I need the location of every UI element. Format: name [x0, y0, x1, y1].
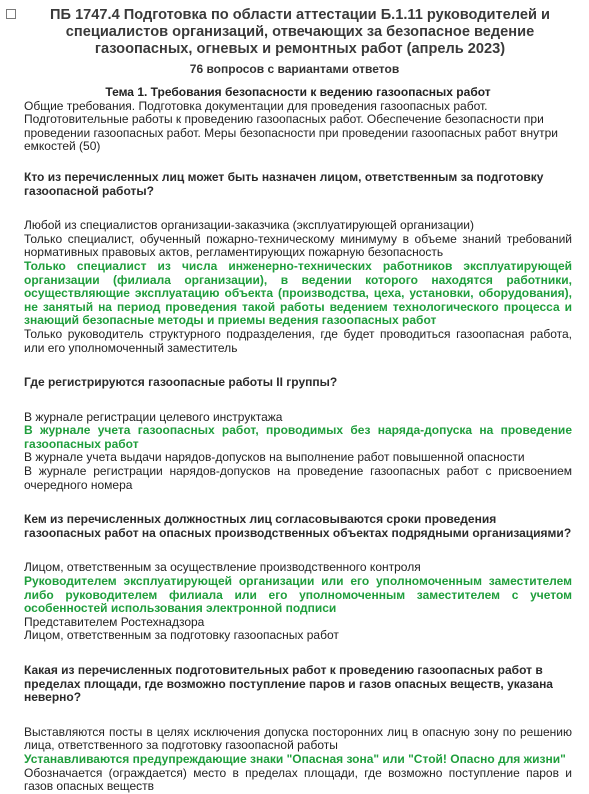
answer-option: Обозначается (ограждается) место в пределах площади, где возможно поступление паров и газов опасных веществ: [24, 765, 572, 794]
question-3: Кем из перечисленных должностных лиц согласовываются сроки проведения газоопасных работ на опасных производственных объектах подрядными организациями?: [24, 512, 572, 540]
document-subtitle: 76 вопросов с вариантами ответов: [189, 62, 400, 76]
correct-answer: Руководителем эксплуатирующей организации или его уполномоченным заместителем либо руководителем филиала или его уполномоченным заместителем с учетом особенностей использования электронной подписи: [24, 574, 572, 616]
topic-description: Общие требования. Подготовка документации для проведения газоопасных работ. Подготовительные работы к проведению газоопасных работ. Обеспечение безопасности при проведении газоопасных работ. Меры безопасности при проведении газоопасных работ внутри емкостей (50): [24, 98, 558, 154]
answer-option: Только специалист, обученный пожарно-техническому минимуму в объеме знаний требований нормативных правовых актов, регламентирующих пожарную безопасность: [24, 231, 572, 260]
document-content: [24, 86, 572, 794]
correct-answer: Только специалист из числа инженерно-технических работников эксплуатирующей организации (филиала организации), в ведении которого находятся работники, осуществляющие эксплуатацию объекта (производства, цеха, установки, оборудования), не занятый на период проведения такой работы ведением технологического процесса и знающий безопасные методы и приемы ведения газоопасных работ: [24, 258, 572, 328]
answer-list-2: [24, 411, 572, 493]
answer-option: Представителем Ростехнадзора: [24, 614, 205, 629]
answer-option: Только руководитель структурного подразделения, где будет проводиться газоопасная работа, или его уполномоченный заместитель: [24, 326, 572, 355]
answer-option: В журнале регистрации целевого инструктажа: [24, 409, 283, 424]
question-1: Кто из перечисленных лиц может быть назначен лицом, ответственным за подготовку газоопасной работы?: [24, 169, 544, 198]
answer-option: Выставляются посты в целях исключения допуска посторонних лиц в опасную зону по решению лица, ответственного за подготовку газоопасной работы: [24, 724, 572, 753]
question-4: Какая из перечисленных подготовительных работ к проведению газоопасных работ в пределах площади, где возможно поступление паров и газов опасных веществ, указана неверно?: [24, 663, 553, 705]
select-checkbox[interactable]: [6, 9, 16, 19]
answer-list-1: [24, 219, 572, 355]
answer-option: Лицом, ответственным за осуществление производственного контроля: [24, 560, 421, 575]
correct-answer: В журнале учета газоопасных работ, проводимых без наряда-допуска на проведение газоопасных работ: [24, 423, 572, 451]
answer-option: Лицом, ответственным за подготовку газоопасных работ: [24, 628, 339, 643]
answer-option: Любой из специалистов организации-заказчика (эксплуатирующей организации): [24, 218, 474, 233]
answer-list-4: [24, 726, 572, 794]
document-title: ПБ 1747.4 Подготовка по области аттестации Б.1.11 руководителей и специалистов организаций, отвечающих за безопасное ведение газоопасных, огневых и ремонтных работ (апрель 2023): [50, 7, 550, 57]
topic-title: Тема 1. Требования безопасности к ведению газоопасных работ: [105, 85, 491, 99]
answer-option: В журнале учета выдачи нарядов-допусков на выполнение работ повышенной опасности: [24, 450, 525, 465]
answer-option: В журнале регистрации нарядов-допусков на проведение газоопасных работ с присвоением очередного номера: [24, 464, 572, 492]
answer-list-3: [24, 561, 572, 643]
correct-answer: Устанавливаются предупреждающие знаки "Опасная зона" или "Стой! Опасно для жизни": [24, 751, 566, 766]
question-2: Где регистрируются газоопасные работы II группы?: [24, 375, 338, 390]
